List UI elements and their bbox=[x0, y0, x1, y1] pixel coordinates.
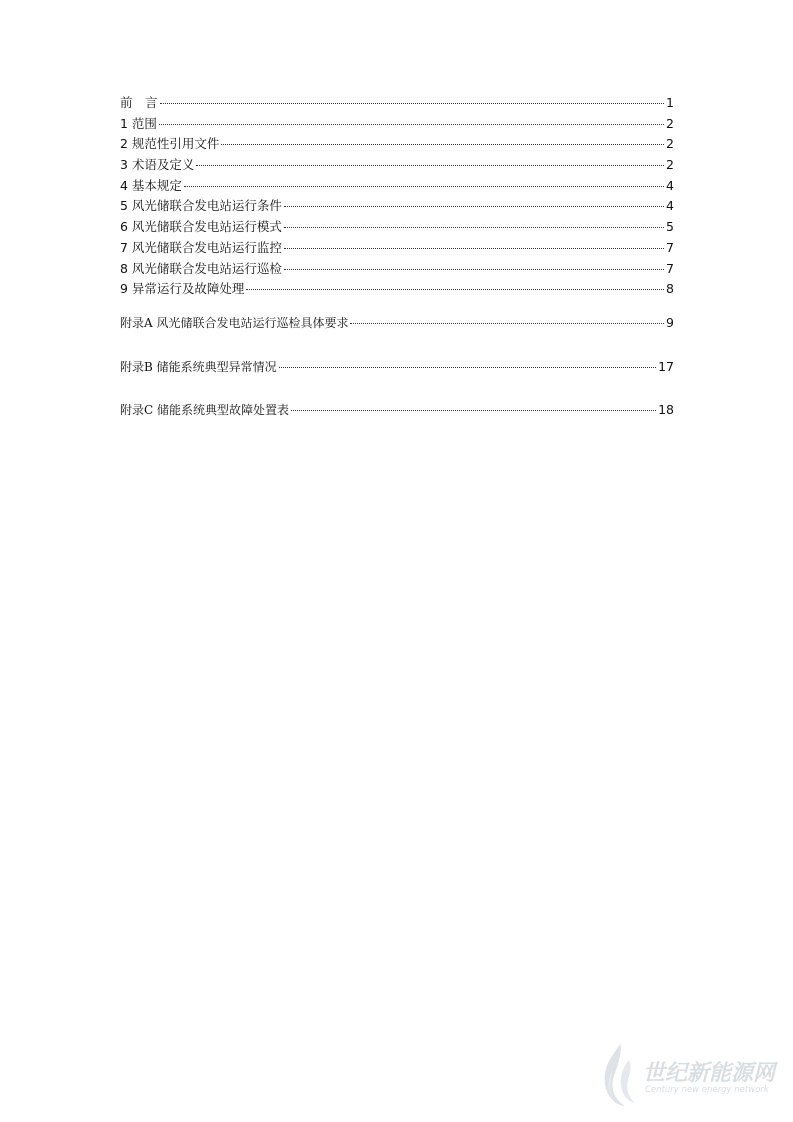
toc-entry-foreword[interactable] bbox=[120, 93, 674, 114]
toc-entry-monitoring[interactable] bbox=[120, 238, 674, 259]
toc-entry-page: 18 bbox=[658, 402, 674, 418]
dot-leader bbox=[160, 102, 665, 104]
toc-entry-title: 3 术语及定义 bbox=[120, 157, 195, 173]
dot-leader bbox=[291, 409, 656, 411]
dot-leader bbox=[184, 185, 664, 187]
toc-entry-page: 5 bbox=[666, 219, 674, 235]
toc-entry-appendix-a[interactable] bbox=[120, 313, 674, 334]
dot-leader bbox=[284, 268, 664, 270]
toc-entry-page: 7 bbox=[666, 260, 674, 276]
watermark bbox=[595, 1040, 785, 1110]
dot-leader bbox=[284, 226, 664, 228]
toc-entry-terms[interactable] bbox=[120, 155, 674, 176]
toc-entry-title: 6 风光储联合发电站运行模式 bbox=[120, 219, 282, 235]
toc-entry-title: 7 风光储联合发电站运行监控 bbox=[120, 239, 282, 255]
toc-entry-title: 附录A 风光储联合发电站运行巡检具体要求 bbox=[120, 315, 349, 330]
toc-entry-title: 前 言 bbox=[120, 95, 158, 110]
dot-leader bbox=[246, 288, 664, 290]
dot-leader bbox=[284, 247, 664, 249]
toc-entry-page: 1 bbox=[666, 95, 674, 110]
toc-entry-page: 7 bbox=[666, 239, 674, 255]
toc-entry-title: 附录C 储能系统典型故障处置表 bbox=[120, 403, 289, 418]
toc-entry-appendix-c[interactable] bbox=[120, 400, 674, 421]
toc-entry-normative-references[interactable] bbox=[120, 134, 674, 155]
toc-entry-title: 5 风光储联合发电站运行条件 bbox=[120, 198, 282, 214]
watermark-name: 世纪新能源网 bbox=[643, 1061, 776, 1086]
toc-entry-scope[interactable] bbox=[120, 114, 674, 135]
toc-entry-page: 8 bbox=[666, 281, 674, 297]
toc-entry-title: 9 异常运行及故障处理 bbox=[120, 281, 245, 297]
toc-entry-title: 4 基本规定 bbox=[120, 177, 182, 193]
toc-entry-page: 9 bbox=[666, 314, 674, 330]
toc-entry-page: 4 bbox=[666, 177, 674, 193]
table-of-contents bbox=[120, 93, 674, 421]
toc-entry-appendix-b[interactable] bbox=[120, 357, 674, 378]
toc-entry-title: 附录B 储能系统典型异常情况 bbox=[120, 359, 277, 374]
toc-entry-page: 2 bbox=[666, 136, 674, 152]
dot-leader bbox=[159, 123, 664, 125]
toc-entry-operating-conditions[interactable] bbox=[120, 196, 674, 217]
dot-leader bbox=[196, 164, 664, 166]
toc-entry-title: 1 范围 bbox=[120, 115, 157, 131]
toc-entry-page: 2 bbox=[666, 115, 674, 131]
toc-entry-page: 17 bbox=[658, 358, 674, 374]
dot-leader bbox=[284, 205, 664, 207]
dot-leader bbox=[221, 143, 664, 145]
dot-leader bbox=[279, 366, 656, 368]
toc-entry-operating-modes[interactable] bbox=[120, 217, 674, 238]
toc-entry-fault-handling[interactable] bbox=[120, 279, 674, 300]
toc-entry-title: 2 规范性引用文件 bbox=[120, 136, 220, 152]
toc-entry-page: 2 bbox=[666, 157, 674, 173]
dot-leader bbox=[350, 322, 664, 324]
flame-logo-icon bbox=[595, 1040, 641, 1110]
toc-entry-basic-rules[interactable] bbox=[120, 176, 674, 197]
watermark-subtitle: Century new energy network bbox=[645, 1085, 769, 1095]
toc-entry-title: 8 风光储联合发电站运行巡检 bbox=[120, 260, 282, 276]
toc-entry-inspection[interactable] bbox=[120, 259, 674, 280]
toc-entry-page: 4 bbox=[666, 198, 674, 214]
